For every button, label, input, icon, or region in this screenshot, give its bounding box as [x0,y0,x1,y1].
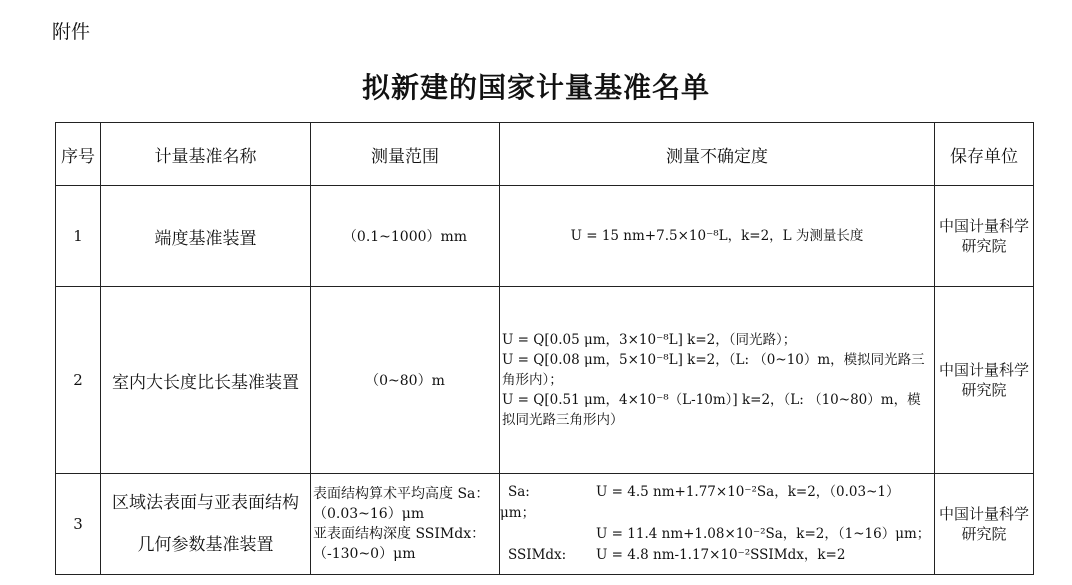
header-range: 测量范围 [311,123,500,186]
row-name [101,474,311,575]
uncertainty-value: U = 4.5 nm+1.77×10⁻²Sa，k=2，（0.03~1）μm； [500,484,900,521]
row-uncertainty [500,474,935,575]
uncertainty-value: U = 4.8 nm-1.17×10⁻²SSIMdx，k=2 [596,547,846,563]
row-unit: 中国计量科学研究院 [935,474,1034,575]
row-name: 端度基准装置 [101,186,311,287]
row-range: （0.1~1000）mm [311,186,500,287]
row-range: （0~80）m [311,287,500,474]
row-uncertainty: U = 15 nm+7.5×10⁻⁸L，k=2，L 为测量长度 [500,186,935,287]
range-line: 表面结构算术平均高度 Sa： [313,486,490,502]
row-name-line: 几何参数基准装置 [137,535,274,555]
range-line: （-130~0）μm [313,546,416,562]
uncertainty-label: Sa: [508,484,530,500]
table-row [56,287,1034,474]
range-line: （0.03~16）μm [313,506,425,522]
row-no: 1 [56,186,101,287]
row-unit: 中国计量科学研究院 [935,186,1034,287]
range-line: 亚表面结构深度 SSIMdx： [313,526,486,542]
row-no: 3 [56,474,101,575]
table-header-row [56,123,1034,186]
uncertainty-value: U = 11.4 nm+1.08×10⁻²Sa，k=2，（1~16）μm； [596,526,931,542]
uncertainty-label: SSIMdx: [508,547,567,563]
uncertainty-line: U = Q[0.51 μm，4×10⁻⁸（L-10m）] k=2，（L: （10~80）m，模拟同光路三角形内） [502,392,921,428]
standards-table [55,122,1034,575]
uncertainty-item [500,524,934,545]
row-range [311,474,500,575]
uncertainty-item [500,545,934,566]
header-no: 序号 [56,123,101,186]
row-uncertainty [500,287,935,474]
row-name-line: 区域法表面与亚表面结构 [112,493,299,513]
uncertainty-item [500,482,934,524]
row-no: 2 [56,287,101,474]
table-row [56,474,1034,575]
uncertainty-line: U = Q[0.05 μm，3×10⁻⁸L] k=2，（同光路）； [502,332,797,348]
page-title: 拟新建的国家计量基准名单 [361,71,710,104]
table-row [56,186,1034,287]
row-unit: 中国计量科学研究院 [935,287,1034,474]
header-uncertainty: 测量不确定度 [500,123,935,186]
row-name: 室内大长度比长基准装置 [101,287,311,474]
header-name: 计量基准名称 [101,123,311,186]
uncertainty-line: U = Q[0.08 μm，5×10⁻⁸L] k=2，（L: （0~10）m，模拟同光路三角形内）； [502,352,925,388]
header-unit: 保存单位 [935,123,1034,186]
attachment-label: 附件 [52,21,91,43]
